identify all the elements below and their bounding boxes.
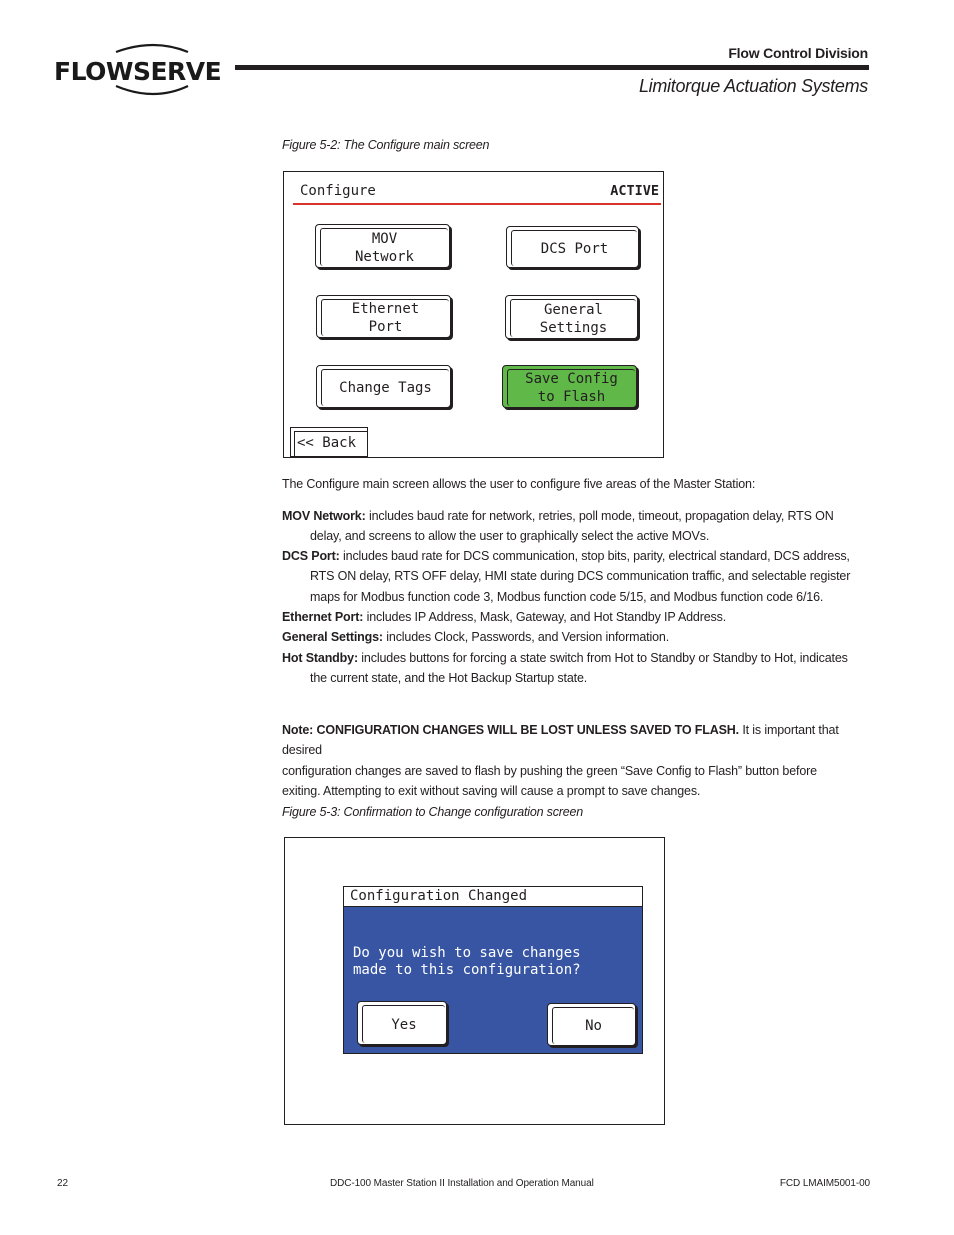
confirmation-dialog: [343, 886, 643, 1054]
def-text: RTS ON delay, RTS OFF delay, HMI state during DCS communication traffic, and selectable register: [310, 569, 851, 584]
page-number: 22: [57, 1178, 68, 1189]
logo-wordmark: FLOWSERVE: [54, 57, 222, 86]
dialog-title: Configuration Changed: [344, 887, 642, 907]
term-hot-standby: Hot Standby:: [282, 651, 358, 665]
def-text: includes IP Address, Mask, Gateway, and Hot Standby IP Address.: [363, 610, 727, 624]
status-badge: ACTIVE: [610, 183, 659, 199]
term-general-settings: General Settings:: [282, 630, 383, 644]
note-heading: Note: CONFIGURATION CHANGES WILL BE LOST UNLESS SAVED TO FLASH.: [282, 723, 739, 737]
definition-mov-network: [282, 506, 872, 547]
figure-5-2-caption: Figure 5-2: The Configure main screen: [282, 138, 490, 152]
def-text: includes baud rate for network, retries, poll mode, timeout, propagation delay, RTS ON: [365, 509, 834, 523]
ethernet-port-label: Ethernet Port: [321, 299, 449, 336]
definition-hot-standby: [282, 648, 872, 689]
dcs-port-label: DCS Port: [511, 230, 637, 266]
note-text: exiting. Attempting to exit without saving will cause a prompt to save changes.: [282, 783, 701, 798]
yes-button[interactable]: [357, 1001, 447, 1045]
figure-5-3-caption: Figure 5-3: Confirmation to Change configuration screen: [282, 805, 583, 819]
no-label: No: [552, 1007, 634, 1044]
back-button[interactable]: [290, 427, 368, 457]
change-tags-label: Change Tags: [321, 369, 449, 406]
term-ethernet-port: Ethernet Port:: [282, 610, 364, 624]
change-tags-button[interactable]: [316, 365, 451, 408]
save-config-label: Save Config to Flash: [507, 369, 635, 406]
term-mov-network: MOV Network:: [282, 509, 366, 523]
screen-title: Configure: [300, 183, 376, 199]
confirmation-screen: [284, 837, 665, 1125]
def-text: includes buttons for forcing a state switch from Hot to Standby or Standby to Hot, indicates: [357, 651, 848, 665]
note-paragraph: [282, 720, 872, 801]
ethernet-port-button[interactable]: [316, 295, 451, 338]
def-text: delay, and screens to allow the user to graphically select the active MOVs.: [310, 529, 710, 544]
manual-title: DDC-100 Master Station II Installation and Operation Manual: [330, 1178, 594, 1189]
title-divider: [293, 203, 661, 205]
def-text: maps for Modbus function code 3, Modbus function code 5/15, and Modbus function code 6/16.: [310, 589, 824, 604]
mov-network-button[interactable]: [315, 224, 450, 268]
configure-screen: [283, 171, 664, 458]
document-code: FCD LMAIM5001-00: [779, 1178, 870, 1189]
def-text: the current state, and the Hot Backup Startup state.: [310, 671, 588, 686]
note-text: configuration changes are saved to flash by pushing the green “Save Config to Flash” button before: [282, 763, 817, 778]
header-rule: [235, 65, 869, 70]
note-text: It is important that desired: [282, 723, 839, 758]
def-text: includes baud rate for DCS communication, stop bits, parity, electrical standard, DCS address,: [339, 549, 850, 563]
general-settings-button[interactable]: [505, 295, 638, 339]
definition-general-settings: [282, 627, 872, 647]
def-text: includes Clock, Passwords, and Version information.: [382, 630, 670, 644]
mov-network-label: MOV Network: [320, 228, 448, 266]
general-settings-label: General Settings: [510, 299, 636, 337]
dcs-port-button[interactable]: [506, 226, 639, 268]
definition-dcs-port: [282, 546, 872, 607]
back-label: << Back: [294, 431, 367, 456]
flowserve-logo: [54, 40, 222, 100]
no-button[interactable]: [547, 1003, 636, 1046]
save-config-to-flash-button[interactable]: [502, 365, 637, 408]
intro-paragraph: The Configure main screen allows the user to configure five areas of the Master Station:: [282, 477, 756, 491]
yes-label: Yes: [362, 1005, 445, 1043]
division-title: Flow Control Division: [728, 45, 868, 61]
dialog-message: Do you wish to save changes made to this configuration?: [353, 945, 581, 978]
definition-ethernet-port: [282, 607, 872, 627]
term-dcs-port: DCS Port:: [282, 549, 340, 563]
header-subtitle: Limitorque Actuation Systems: [638, 76, 868, 96]
